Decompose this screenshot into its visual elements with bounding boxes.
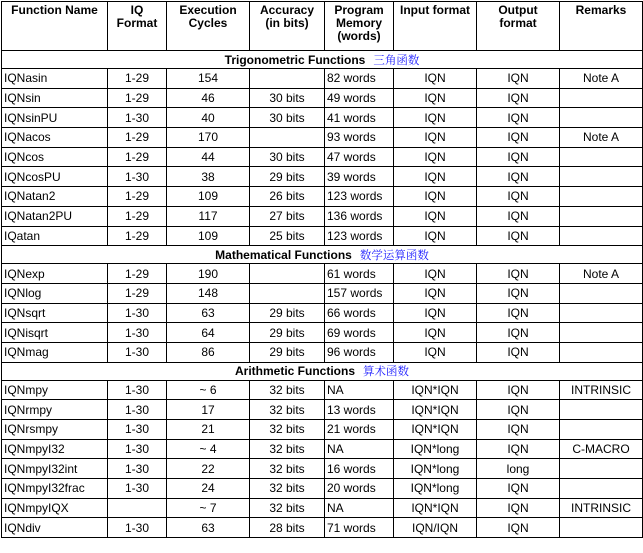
cell-execution-cycles: 63: [167, 303, 250, 323]
cell-program-memory: 136 words: [325, 206, 394, 226]
cell-input-format: IQN: [394, 342, 477, 362]
cell-function-name: IQNsinPU: [2, 108, 108, 128]
col-program-memory: Program Memory (words): [325, 2, 394, 51]
cell-function-name: IQNmpyIQX: [2, 498, 108, 518]
section-title-chinese: 三角函数: [373, 52, 420, 67]
cell-accuracy: 32 bits: [250, 479, 325, 499]
table-row: [2, 498, 643, 518]
table-row: [2, 380, 643, 400]
cell-execution-cycles: 117: [167, 206, 250, 226]
section-header-row: [2, 51, 643, 69]
cell-output-format: IQN: [477, 518, 560, 538]
cell-remarks: [560, 88, 643, 108]
cell-output-format: IQN: [477, 439, 560, 459]
section-header-row: [2, 246, 643, 264]
cell-remarks: Note A: [560, 128, 643, 148]
cell-output-format: IQN: [477, 400, 560, 420]
cell-iq-format: 1-29: [108, 187, 167, 207]
cell-output-format: long: [477, 459, 560, 479]
cell-program-memory: 96 words: [325, 342, 394, 362]
cell-function-name: IQNisqrt: [2, 323, 108, 343]
cell-input-format: IQN*IQN: [394, 420, 477, 440]
cell-iq-format: 1-30: [108, 400, 167, 420]
table-row: [2, 206, 643, 226]
cell-iq-format: 1-29: [108, 264, 167, 284]
cell-input-format: IQN: [394, 108, 477, 128]
cell-function-name: IQNasin: [2, 69, 108, 89]
cell-program-memory: 157 words: [325, 283, 394, 303]
table-row: [2, 283, 643, 303]
section-title: Trigonometric Functions: [224, 52, 366, 67]
cell-iq-format: 1-30: [108, 342, 167, 362]
cell-execution-cycles: 40: [167, 108, 250, 128]
cell-output-format: IQN: [477, 342, 560, 362]
cell-accuracy: 29 bits: [250, 342, 325, 362]
cell-output-format: IQN: [477, 167, 560, 187]
cell-output-format: IQN: [477, 264, 560, 284]
cell-output-format: IQN: [477, 226, 560, 246]
cell-output-format: IQN: [477, 479, 560, 499]
cell-accuracy: 30 bits: [250, 147, 325, 167]
cell-input-format: IQN: [394, 167, 477, 187]
cell-iq-format: 1-30: [108, 323, 167, 343]
section-header-cell: [2, 51, 643, 69]
cell-function-name: IQNrsmpy: [2, 420, 108, 440]
table-row: [2, 167, 643, 187]
col-function-name: Function Name: [2, 2, 108, 51]
col-input-format: Input format: [394, 2, 477, 51]
cell-accuracy: 32 bits: [250, 420, 325, 440]
cell-output-format: IQN: [477, 498, 560, 518]
cell-remarks: Note A: [560, 69, 643, 89]
cell-iq-format: 1-29: [108, 283, 167, 303]
cell-accuracy: 32 bits: [250, 498, 325, 518]
cell-iq-format: 1-29: [108, 69, 167, 89]
section-header-row: [2, 362, 643, 380]
table-row: [2, 226, 643, 246]
cell-function-name: IQNatan2: [2, 187, 108, 207]
cell-output-format: IQN: [477, 108, 560, 128]
table-row: [2, 264, 643, 284]
cell-remarks: [560, 479, 643, 499]
cell-program-memory: NA: [325, 380, 394, 400]
cell-accuracy: [250, 264, 325, 284]
cell-remarks: [560, 420, 643, 440]
cell-accuracy: 27 bits: [250, 206, 325, 226]
cell-program-memory: 82 words: [325, 69, 394, 89]
cell-remarks: [560, 323, 643, 343]
cell-output-format: IQN: [477, 323, 560, 343]
cell-function-name: IQNcos: [2, 147, 108, 167]
col-remarks: Remarks: [560, 2, 643, 51]
cell-function-name: IQNmag: [2, 342, 108, 362]
cell-program-memory: 123 words: [325, 187, 394, 207]
cell-iq-format: 1-30: [108, 439, 167, 459]
cell-program-memory: 47 words: [325, 147, 394, 167]
cell-accuracy: 30 bits: [250, 88, 325, 108]
cell-accuracy: 28 bits: [250, 518, 325, 538]
table-row: [2, 439, 643, 459]
cell-execution-cycles: 190: [167, 264, 250, 284]
cell-input-format: IQN/IQN: [394, 518, 477, 538]
cell-program-memory: 123 words: [325, 226, 394, 246]
cell-function-name: IQNmpyI32frac: [2, 479, 108, 499]
cell-remarks: [560, 303, 643, 323]
table-row: [2, 323, 643, 343]
section-title: Arithmetic Functions: [234, 364, 355, 379]
cell-function-name: IQNlog: [2, 283, 108, 303]
cell-output-format: IQN: [477, 69, 560, 89]
cell-input-format: IQN: [394, 187, 477, 207]
cell-function-name: IQNmpyI32: [2, 439, 108, 459]
cell-input-format: IQN: [394, 206, 477, 226]
table-row: [2, 342, 643, 362]
cell-input-format: IQN: [394, 303, 477, 323]
cell-execution-cycles: 86: [167, 342, 250, 362]
cell-execution-cycles: 38: [167, 167, 250, 187]
cell-output-format: IQN: [477, 88, 560, 108]
table-body: [2, 51, 643, 538]
cell-remarks: C-MACRO: [560, 439, 643, 459]
cell-accuracy: [250, 128, 325, 148]
cell-function-name: IQNsqrt: [2, 303, 108, 323]
cell-execution-cycles: 148: [167, 283, 250, 303]
section-title: Mathematical Functions: [215, 247, 352, 262]
cell-remarks: [560, 459, 643, 479]
cell-remarks: [560, 167, 643, 187]
cell-accuracy: [250, 69, 325, 89]
cell-iq-format: 1-30: [108, 108, 167, 128]
cell-accuracy: [250, 283, 325, 303]
cell-input-format: IQN*long: [394, 459, 477, 479]
cell-output-format: IQN: [477, 147, 560, 167]
cell-output-format: IQN: [477, 206, 560, 226]
cell-input-format: IQN*long: [394, 479, 477, 499]
cell-function-name: IQNatan2PU: [2, 206, 108, 226]
table-row: [2, 459, 643, 479]
cell-output-format: IQN: [477, 303, 560, 323]
table-row: [2, 518, 643, 538]
header-row: [2, 2, 643, 51]
col-execution-cycles: Execution Cycles: [167, 2, 250, 51]
cell-execution-cycles: 21: [167, 420, 250, 440]
cell-program-memory: 61 words: [325, 264, 394, 284]
table-row: [2, 187, 643, 207]
cell-input-format: IQN: [394, 128, 477, 148]
col-accuracy: Accuracy (in bits): [250, 2, 325, 51]
cell-iq-format: 1-30: [108, 420, 167, 440]
cell-input-format: IQN: [394, 323, 477, 343]
table-row: [2, 479, 643, 499]
cell-program-memory: 71 words: [325, 518, 394, 538]
cell-execution-cycles: 22: [167, 459, 250, 479]
iq-function-table: [1, 1, 643, 538]
cell-iq-format: 1-29: [108, 226, 167, 246]
cell-function-name: IQNexp: [2, 264, 108, 284]
cell-output-format: IQN: [477, 380, 560, 400]
table-row: [2, 420, 643, 440]
table-row: [2, 400, 643, 420]
table-row: [2, 108, 643, 128]
cell-execution-cycles: ~ 6: [167, 380, 250, 400]
cell-iq-format: 1-30: [108, 380, 167, 400]
cell-execution-cycles: 109: [167, 187, 250, 207]
cell-iq-format: 1-30: [108, 459, 167, 479]
cell-program-memory: 13 words: [325, 400, 394, 420]
cell-accuracy: 26 bits: [250, 187, 325, 207]
cell-program-memory: 16 words: [325, 459, 394, 479]
cell-program-memory: 39 words: [325, 167, 394, 187]
cell-function-name: IQNmpy: [2, 380, 108, 400]
cell-function-name: IQNmpyI32int: [2, 459, 108, 479]
cell-function-name: IQNdiv: [2, 518, 108, 538]
cell-iq-format: 1-29: [108, 128, 167, 148]
cell-iq-format: 1-30: [108, 303, 167, 323]
table-row: [2, 147, 643, 167]
cell-function-name: IQNacos: [2, 128, 108, 148]
table-row: [2, 303, 643, 323]
cell-accuracy: 29 bits: [250, 167, 325, 187]
cell-input-format: IQN*IQN: [394, 400, 477, 420]
cell-execution-cycles: 44: [167, 147, 250, 167]
section-title-chinese: 数学运算函数: [359, 247, 429, 262]
cell-program-memory: 49 words: [325, 88, 394, 108]
cell-function-name: IQNcosPU: [2, 167, 108, 187]
cell-function-name: IQatan: [2, 226, 108, 246]
cell-program-memory: 21 words: [325, 420, 394, 440]
table-row: [2, 88, 643, 108]
cell-output-format: IQN: [477, 283, 560, 303]
cell-remarks: [560, 226, 643, 246]
cell-input-format: IQN: [394, 283, 477, 303]
section-header-cell: [2, 246, 643, 264]
cell-input-format: IQN: [394, 88, 477, 108]
cell-input-format: IQN: [394, 264, 477, 284]
cell-execution-cycles: ~ 7: [167, 498, 250, 518]
col-output-format: Output format: [477, 2, 560, 51]
cell-execution-cycles: 46: [167, 88, 250, 108]
cell-execution-cycles: 24: [167, 479, 250, 499]
cell-iq-format: [108, 498, 167, 518]
cell-accuracy: 29 bits: [250, 323, 325, 343]
cell-output-format: IQN: [477, 420, 560, 440]
cell-input-format: IQN: [394, 226, 477, 246]
cell-remarks: INTRINSIC: [560, 380, 643, 400]
cell-execution-cycles: 109: [167, 226, 250, 246]
cell-input-format: IQN*long: [394, 439, 477, 459]
cell-accuracy: 32 bits: [250, 400, 325, 420]
cell-function-name: IQNsin: [2, 88, 108, 108]
cell-remarks: [560, 147, 643, 167]
cell-iq-format: 1-30: [108, 479, 167, 499]
table-header: [2, 2, 643, 51]
cell-execution-cycles: 17: [167, 400, 250, 420]
cell-iq-format: 1-29: [108, 206, 167, 226]
cell-remarks: INTRINSIC: [560, 498, 643, 518]
cell-iq-format: 1-29: [108, 88, 167, 108]
cell-accuracy: 32 bits: [250, 459, 325, 479]
cell-execution-cycles: 170: [167, 128, 250, 148]
cell-iq-format: 1-29: [108, 147, 167, 167]
cell-accuracy: 30 bits: [250, 108, 325, 128]
cell-input-format: IQN: [394, 147, 477, 167]
cell-program-memory: 20 words: [325, 479, 394, 499]
cell-execution-cycles: 154: [167, 69, 250, 89]
cell-remarks: Note A: [560, 264, 643, 284]
cell-output-format: IQN: [477, 187, 560, 207]
cell-remarks: [560, 283, 643, 303]
cell-execution-cycles: ~ 4: [167, 439, 250, 459]
cell-program-memory: 93 words: [325, 128, 394, 148]
cell-accuracy: 32 bits: [250, 380, 325, 400]
cell-input-format: IQN: [394, 69, 477, 89]
cell-remarks: [560, 108, 643, 128]
cell-accuracy: 29 bits: [250, 303, 325, 323]
cell-function-name: IQNrmpy: [2, 400, 108, 420]
cell-remarks: [560, 342, 643, 362]
cell-program-memory: 66 words: [325, 303, 394, 323]
cell-execution-cycles: 64: [167, 323, 250, 343]
cell-program-memory: NA: [325, 498, 394, 518]
cell-input-format: IQN*IQN: [394, 380, 477, 400]
section-title-chinese: 算术函数: [363, 364, 409, 379]
table-row: [2, 69, 643, 89]
section-header-cell: [2, 362, 643, 380]
cell-output-format: IQN: [477, 128, 560, 148]
cell-execution-cycles: 63: [167, 518, 250, 538]
table-row: [2, 128, 643, 148]
cell-accuracy: 32 bits: [250, 439, 325, 459]
cell-remarks: [560, 400, 643, 420]
cell-remarks: [560, 206, 643, 226]
cell-input-format: IQN*IQN: [394, 498, 477, 518]
cell-iq-format: 1-30: [108, 518, 167, 538]
col-iq-format: IQ Format: [108, 2, 167, 51]
cell-remarks: [560, 187, 643, 207]
cell-program-memory: 41 words: [325, 108, 394, 128]
cell-program-memory: 69 words: [325, 323, 394, 343]
cell-program-memory: NA: [325, 439, 394, 459]
cell-accuracy: 25 bits: [250, 226, 325, 246]
cell-remarks: [560, 518, 643, 538]
cell-iq-format: 1-30: [108, 167, 167, 187]
